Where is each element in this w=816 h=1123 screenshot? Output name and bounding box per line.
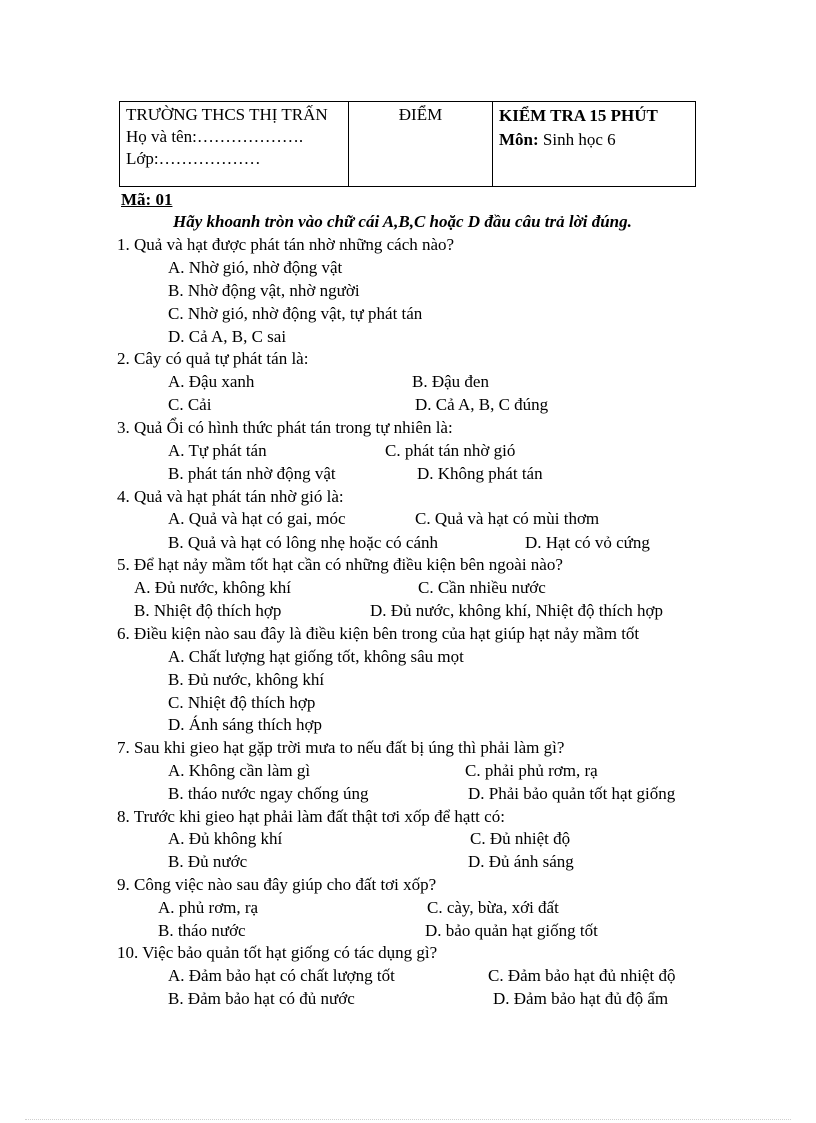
exam-code: Mã: 01: [121, 190, 173, 209]
instruction: Hãy khoanh tròn vào chữ cái A,B,C hoặc D đầu câu trả lời đúng.: [173, 212, 632, 231]
q8-option-c[interactable]: C. Đủ nhiệt độ: [470, 829, 571, 848]
question-8: 8. Trước khi gieo hạt phải làm đất thật tơi xốp để hạtt có:: [117, 807, 505, 826]
question-5: 5. Để hạt nảy mầm tốt hạt cần có những điều kiện bên ngoài nào?: [117, 555, 563, 574]
q8-option-a[interactable]: A. Đủ không khí: [168, 829, 283, 848]
q8-option-d[interactable]: D. Đủ ánh sáng: [468, 852, 574, 871]
q4-option-c[interactable]: C. Quả và hạt có mùi thơm: [415, 509, 600, 528]
q6-option-d[interactable]: D. Ánh sáng thích hợp: [168, 715, 322, 734]
q6-option-b[interactable]: B. Đủ nước, không khí: [168, 670, 325, 689]
q7-option-d[interactable]: D. Phải bảo quản tốt hạt giống: [468, 784, 676, 803]
q7-option-a[interactable]: A. Không cần làm gì: [168, 761, 311, 780]
q3-option-c[interactable]: C. phát tán nhờ gió: [385, 441, 516, 460]
question-2: 2. Cây có quả tự phát tán là:: [117, 349, 309, 368]
student-name-field: Họ và tên:……………….: [126, 127, 304, 146]
q3-option-d[interactable]: D. Không phát tán: [417, 464, 543, 483]
question-10: 10. Việc bảo quản tốt hạt giống có tác dụng gì?: [117, 943, 438, 962]
q3-option-b[interactable]: B. phát tán nhờ động vật: [168, 464, 336, 483]
q6-option-a[interactable]: A. Chất lượng hạt giống tốt, không sâu mọt: [168, 647, 464, 666]
q9-option-d[interactable]: D. bảo quản hạt giống tốt: [425, 921, 598, 940]
q10-option-d[interactable]: D. Đảm bảo hạt đủ độ ẩm: [493, 989, 669, 1008]
exam-header-table: [119, 101, 696, 187]
q5-option-d[interactable]: D. Đủ nước, không khí, Nhiệt độ thích hợp: [370, 601, 664, 620]
question-6: 6. Điều kiện nào sau đây là điều kiện bên trong của hạt giúp hạt nảy mầm tốt: [117, 624, 640, 643]
q10-option-b[interactable]: B. Đảm bảo hạt có đủ nước: [168, 989, 355, 1008]
q4-option-b[interactable]: B. Quả và hạt có lông nhẹ hoặc có cánh: [168, 533, 439, 552]
q1-option-c[interactable]: C. Nhờ gió, nhờ động vật, tự phát tán: [168, 304, 423, 323]
q3-option-a[interactable]: A. Tự phát tán: [168, 441, 267, 460]
q1-option-d[interactable]: D. Cả A, B, C sai: [168, 327, 287, 346]
q2-option-b[interactable]: B. Đậu đen: [412, 372, 489, 391]
question-4: 4. Quả và hạt phát tán nhờ gió là:: [117, 487, 344, 506]
q8-option-b[interactable]: B. Đủ nước: [168, 852, 248, 871]
q4-option-d[interactable]: D. Hạt có vỏ cứng: [525, 533, 650, 552]
q5-option-c[interactable]: C. Cần nhiều nước: [418, 578, 546, 597]
q1-option-b[interactable]: B. Nhờ động vật, nhờ người: [168, 281, 360, 300]
q1-option-a[interactable]: A. Nhờ gió, nhờ động vật: [168, 258, 343, 277]
q10-option-c[interactable]: C. Đảm bảo hạt đủ nhiệt độ: [488, 966, 676, 985]
subject-line: [499, 128, 695, 152]
q2-option-a[interactable]: A. Đậu xanh: [168, 372, 255, 391]
page-bottom-rule: [25, 1119, 791, 1120]
q9-option-a[interactable]: A. phủ rơm, rạ: [158, 898, 259, 917]
q6-option-c[interactable]: C. Nhiệt độ thích hợp: [168, 693, 316, 712]
q2-option-d[interactable]: D. Cả A, B, C đúng: [415, 395, 549, 414]
exam-info-cell: [493, 102, 695, 186]
q9-option-b[interactable]: B. tháo nước: [158, 921, 246, 940]
q10-option-a[interactable]: A. Đảm bảo hạt có chất lượng tốt: [168, 966, 395, 985]
subject-value: Sinh học 6: [538, 130, 616, 149]
subject-label: Môn:: [499, 130, 539, 149]
q5-option-b[interactable]: B. Nhiệt độ thích hợp: [134, 601, 282, 620]
score-label: ĐIỂM: [398, 105, 443, 124]
q2-option-c[interactable]: C. Cải: [168, 395, 212, 414]
q7-option-b[interactable]: B. tháo nước ngay chống úng: [168, 784, 369, 803]
student-info-cell: [120, 102, 349, 186]
q9-option-c[interactable]: C. cày, bừa, xới đất: [427, 898, 559, 917]
class-field: Lớp:………………: [126, 149, 261, 168]
question-1: 1. Quả và hạt được phát tán nhờ những cách nào?: [117, 235, 455, 254]
question-9: 9. Công việc nào sau đây giúp cho đất tơi xốp?: [117, 875, 437, 894]
q7-option-c[interactable]: C. phải phủ rơm, rạ: [465, 761, 598, 780]
q4-option-a[interactable]: A. Quả và hạt có gai, móc: [168, 509, 346, 528]
q5-option-a[interactable]: A. Đủ nước, không khí: [134, 578, 292, 597]
score-cell: [349, 102, 493, 186]
question-7: 7. Sau khi gieo hạt gặp trời mưa to nếu đất bị úng thì phải làm gì?: [117, 738, 565, 757]
school-name: TRƯỜNG THCS THỊ TRẤN: [126, 105, 328, 124]
question-3: 3. Quả Ổi có hình thức phát tán trong tự nhiên là:: [117, 418, 453, 437]
exam-title: KIỂM TRA 15 PHÚT: [499, 106, 658, 125]
